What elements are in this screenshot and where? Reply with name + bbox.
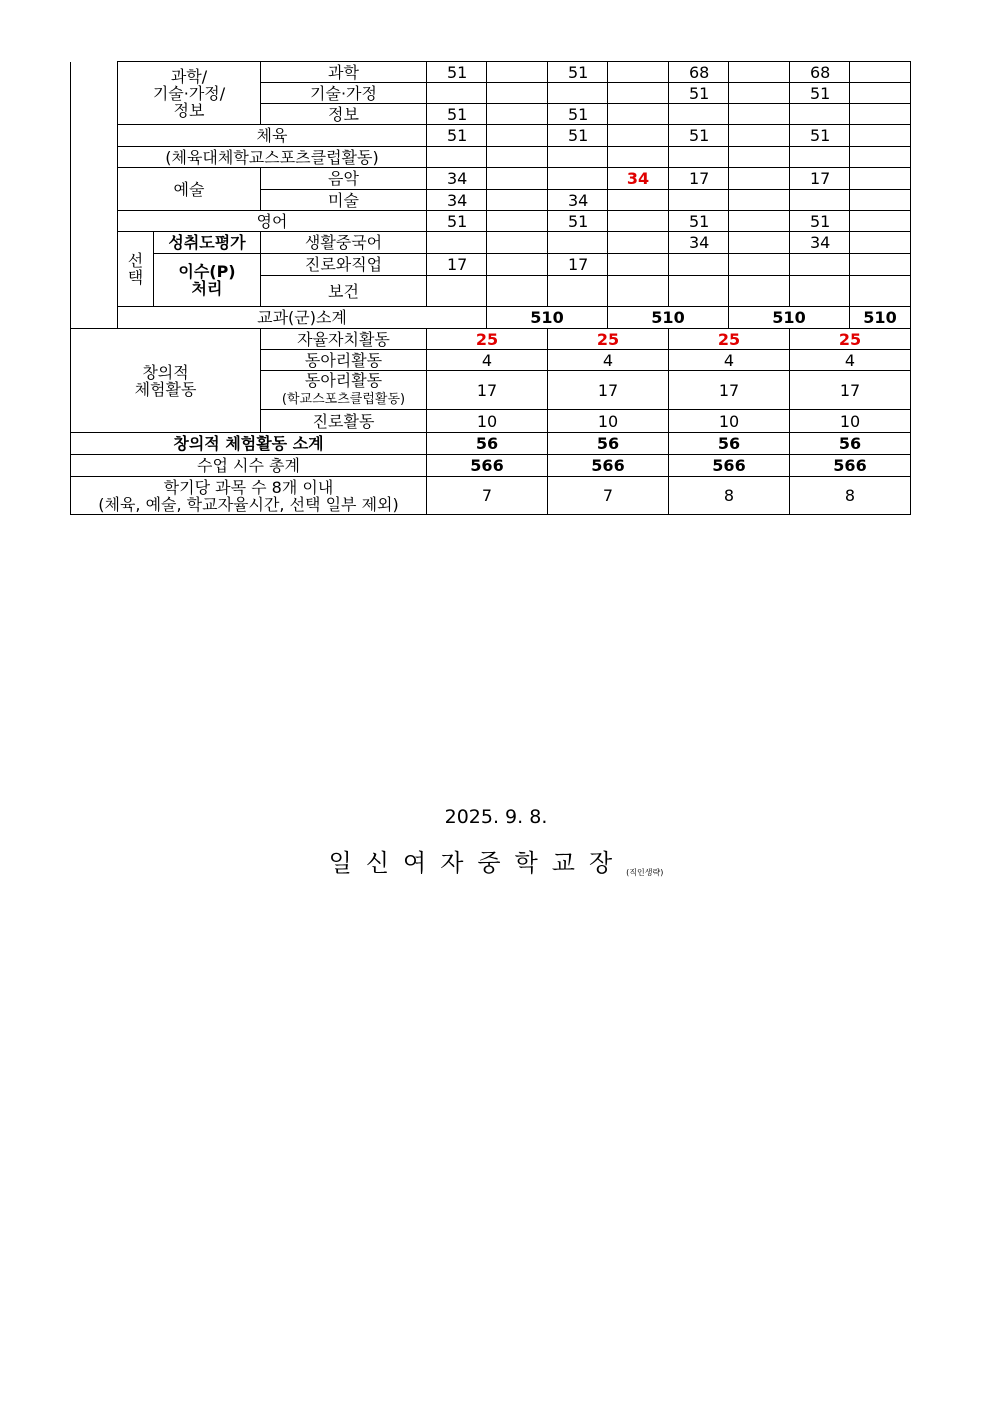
- value-cell: [608, 83, 669, 104]
- table-row: [71, 455, 911, 477]
- achievement-eval-label: 성취도평가: [154, 232, 261, 254]
- value-cell: 51: [548, 104, 608, 125]
- value-cell: [608, 232, 669, 254]
- subject-label: (체육대체학교스포츠클럽활동): [118, 147, 427, 168]
- value-cell: 51: [790, 125, 850, 147]
- value-cell: [487, 254, 548, 276]
- value-cell: 51: [427, 62, 487, 83]
- value-cell: [729, 276, 790, 307]
- subject-label: 미술: [261, 190, 427, 211]
- value-cell: [487, 125, 548, 147]
- value-cell: 56: [790, 433, 911, 455]
- group-blank-cell: [71, 62, 118, 329]
- value-cell: 4: [548, 350, 669, 371]
- value-cell: 510: [850, 307, 911, 329]
- value-cell: [790, 147, 850, 168]
- value-cell: 51: [427, 211, 487, 232]
- value-cell: [548, 276, 608, 307]
- value-cell: [790, 104, 850, 125]
- value-cell: [548, 83, 608, 104]
- table-row: [71, 329, 911, 350]
- value-cell: [669, 254, 729, 276]
- value-cell: [608, 125, 669, 147]
- value-cell: [608, 276, 669, 307]
- seal-omitted-note: (직인생략): [626, 868, 664, 877]
- value-cell: [487, 104, 548, 125]
- value-cell: [850, 62, 911, 83]
- subject-label: 기술·가정: [261, 83, 427, 104]
- table-row: [71, 477, 911, 515]
- value-cell: [850, 211, 911, 232]
- value-cell: [790, 190, 850, 211]
- value-cell: 566: [548, 455, 669, 477]
- elective-group-label: 선 택: [118, 232, 154, 307]
- value-cell: [427, 276, 487, 307]
- value-cell: [790, 254, 850, 276]
- value-cell: 51: [790, 83, 850, 104]
- value-cell: 10: [669, 410, 790, 433]
- value-cell: [487, 276, 548, 307]
- value-cell: 7: [548, 477, 669, 515]
- value-cell: 34: [427, 190, 487, 211]
- value-cell: 51: [548, 62, 608, 83]
- value-cell: [669, 147, 729, 168]
- value-cell: 566: [790, 455, 911, 477]
- activity-label: 자율자치활동: [261, 329, 427, 350]
- value-cell: [548, 168, 608, 190]
- value-cell: 17: [669, 371, 790, 410]
- school-name: 일신여자중학교장: [328, 849, 627, 877]
- subject-label: 영어: [118, 211, 427, 232]
- value-cell: [608, 147, 669, 168]
- value-cell: 51: [669, 125, 729, 147]
- value-cell: 51: [427, 104, 487, 125]
- value-cell: [487, 211, 548, 232]
- table-row: [71, 232, 911, 254]
- value-cell: 7: [427, 477, 548, 515]
- subject-label: 정보: [261, 104, 427, 125]
- value-cell: [729, 190, 790, 211]
- subjects-per-semester-label: 학기당 과목 수 8개 이내 (체육, 예술, 학교자율시간, 선택 일부 제외): [71, 477, 427, 515]
- value-cell: 510: [608, 307, 729, 329]
- value-cell: 8: [669, 477, 790, 515]
- value-cell: [608, 190, 669, 211]
- value-cell: [427, 232, 487, 254]
- value-cell: 25: [790, 329, 911, 350]
- value-cell: 17: [669, 168, 729, 190]
- curriculum-table: [70, 61, 911, 515]
- value-cell: [850, 104, 911, 125]
- value-cell: 68: [669, 62, 729, 83]
- value-cell: [729, 254, 790, 276]
- subject-label: 과학: [261, 62, 427, 83]
- value-cell: 17: [790, 371, 911, 410]
- science-group-label: 과학/ 기술·가정/ 정보: [118, 62, 261, 125]
- value-cell: 25: [548, 329, 669, 350]
- value-cell: [427, 83, 487, 104]
- value-cell: [850, 83, 911, 104]
- value-cell: [850, 254, 911, 276]
- value-cell: [729, 104, 790, 125]
- value-cell: 8: [790, 477, 911, 515]
- value-cell: [850, 276, 911, 307]
- value-cell: [729, 125, 790, 147]
- value-cell: 10: [427, 410, 548, 433]
- total-hours-label: 수업 시수 총계: [71, 455, 427, 477]
- value-cell: 51: [427, 125, 487, 147]
- table-row: [71, 433, 911, 455]
- value-cell: 17: [790, 168, 850, 190]
- value-cell: 10: [548, 410, 669, 433]
- table-row: [71, 168, 911, 190]
- value-cell: 566: [669, 455, 790, 477]
- value-cell: 4: [427, 350, 548, 371]
- value-cell: [729, 147, 790, 168]
- subject-label: 생활중국어: [261, 232, 427, 254]
- value-cell: [608, 62, 669, 83]
- table-row: [71, 62, 911, 83]
- school-principal-signature: [0, 843, 992, 878]
- subtotal-label: 교과(군)소계: [118, 307, 487, 329]
- value-cell: [548, 147, 608, 168]
- value-cell: [669, 276, 729, 307]
- value-cell: [669, 104, 729, 125]
- value-cell: 34: [608, 168, 669, 190]
- value-cell: [729, 62, 790, 83]
- value-cell: 25: [669, 329, 790, 350]
- value-cell: 56: [548, 433, 669, 455]
- value-cell: 68: [790, 62, 850, 83]
- value-cell: 510: [487, 307, 608, 329]
- value-cell: 17: [548, 371, 669, 410]
- table-row: [71, 211, 911, 232]
- value-cell: [548, 232, 608, 254]
- value-cell: 566: [427, 455, 548, 477]
- value-cell: [487, 62, 548, 83]
- value-cell: [729, 232, 790, 254]
- value-cell: [729, 168, 790, 190]
- value-cell: [608, 254, 669, 276]
- value-cell: [669, 190, 729, 211]
- value-cell: [850, 125, 911, 147]
- pass-process-label: 이수(P) 처리: [154, 254, 261, 307]
- value-cell: 25: [427, 329, 548, 350]
- table-row: [71, 307, 911, 329]
- activity-label: 동아리활동 (학교스포츠클럽활동): [261, 371, 427, 410]
- document-date: 2025. 9. 8.: [444, 806, 548, 828]
- subject-label: 체육: [118, 125, 427, 147]
- value-cell: 4: [669, 350, 790, 371]
- creative-group-label: 창의적 체험활동: [71, 329, 261, 433]
- value-cell: 34: [790, 232, 850, 254]
- subject-label: 음악: [261, 168, 427, 190]
- subject-label: 보건: [261, 276, 427, 307]
- value-cell: [487, 147, 548, 168]
- value-cell: 510: [729, 307, 850, 329]
- value-cell: 51: [790, 211, 850, 232]
- value-cell: 56: [427, 433, 548, 455]
- value-cell: 56: [669, 433, 790, 455]
- value-cell: [608, 211, 669, 232]
- value-cell: [487, 190, 548, 211]
- arts-group-label: 예술: [118, 168, 261, 211]
- table-row: [71, 147, 911, 168]
- table-row: [71, 125, 911, 147]
- value-cell: 17: [427, 371, 548, 410]
- value-cell: 51: [548, 211, 608, 232]
- value-cell: 34: [427, 168, 487, 190]
- value-cell: [427, 147, 487, 168]
- value-cell: 34: [669, 232, 729, 254]
- value-cell: [790, 276, 850, 307]
- value-cell: 51: [669, 211, 729, 232]
- value-cell: 51: [548, 125, 608, 147]
- activity-label: 진로활동: [261, 410, 427, 433]
- value-cell: 17: [548, 254, 608, 276]
- value-cell: 34: [548, 190, 608, 211]
- value-cell: 17: [427, 254, 487, 276]
- subject-label: 진로와직업: [261, 254, 427, 276]
- table-row: [71, 254, 911, 276]
- value-cell: [487, 83, 548, 104]
- value-cell: [850, 232, 911, 254]
- value-cell: 51: [669, 83, 729, 104]
- activity-label: 동아리활동: [261, 350, 427, 371]
- value-cell: [850, 147, 911, 168]
- value-cell: [487, 232, 548, 254]
- value-cell: [729, 83, 790, 104]
- value-cell: [487, 168, 548, 190]
- value-cell: [608, 104, 669, 125]
- value-cell: 10: [790, 410, 911, 433]
- value-cell: [729, 211, 790, 232]
- value-cell: [850, 168, 911, 190]
- value-cell: 4: [790, 350, 911, 371]
- value-cell: [850, 190, 911, 211]
- creative-subtotal-label: 창의적 체험활동 소계: [71, 433, 427, 455]
